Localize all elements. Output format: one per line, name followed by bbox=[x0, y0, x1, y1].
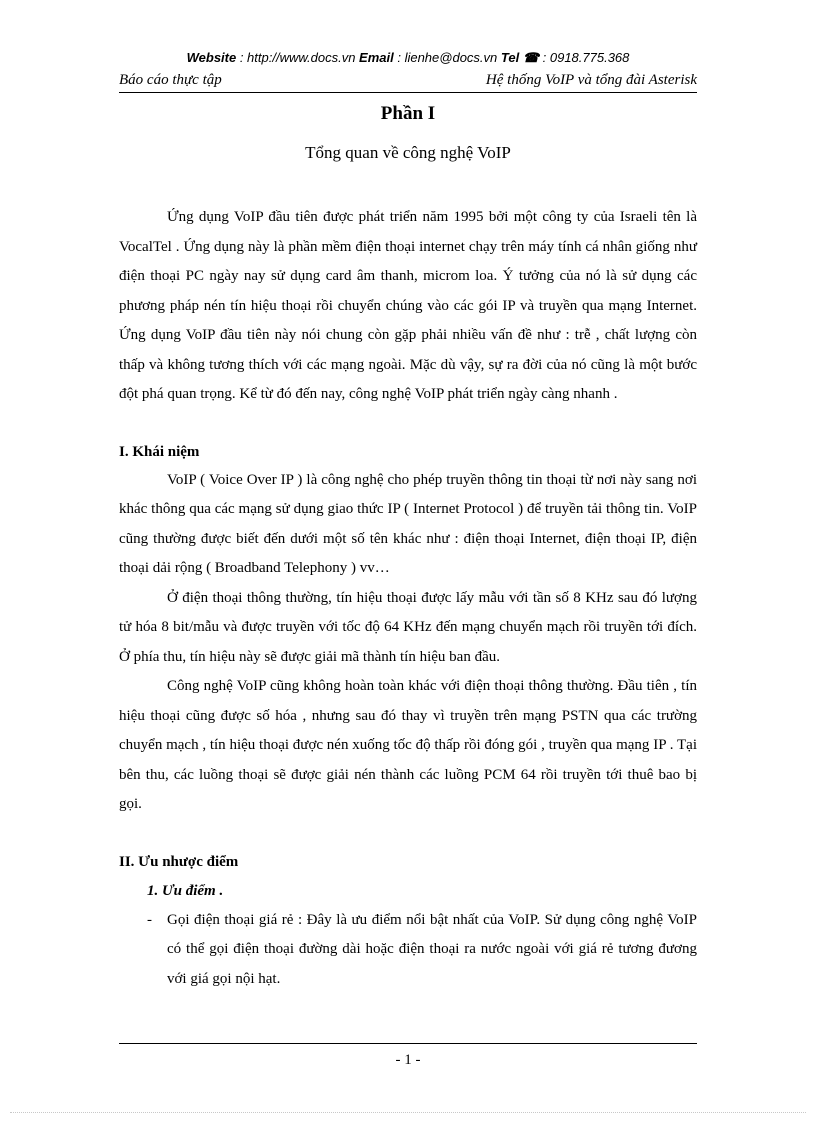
bullet-item bbox=[119, 906, 697, 995]
email-value[interactable]: : lienhe@docs.vn bbox=[393, 50, 501, 65]
page-number: - 1 - bbox=[395, 1052, 421, 1068]
website-label: Website bbox=[186, 50, 237, 65]
section1-paragraph: VoIP ( Voice Over IP ) là công nghệ cho phép truyền thông tin thoại từ nơi này sang nơi khác thông qua các mạng sử dụng giao thức IP ( Internet Protocol ) để truyền tải thông tin. VoIP cũng thường được biết đến dưới một số tên khác như : điện thoại Internet, điện thoại IP, điện thoại dải rộng ( Broadband Telephony ) vv… bbox=[119, 471, 697, 576]
section2-subheading: 1. Ưu điểm . bbox=[147, 882, 224, 899]
section1-paragraph: Ở điện thoại thông thường, tín hiệu thoại được lấy mẫu với tần số 8 KHz sau đó lượng tử hóa 8 bit/mẫu và được truyền với tốc độ 64 KHz đến mạng chuyển mạch rồi truyền tới đích. Ở phía thu, tín hiệu này sẽ được giải mã thành tín hiệu ban đầu. bbox=[119, 589, 697, 665]
header-right: Hệ thống VoIP và tổng đài Asterisk bbox=[485, 72, 697, 88]
intro-paragraph: Ứng dụng VoIP đầu tiên được phát triển năm 1995 bởi một công ty của Israeli tên là VocalTel . Ứng dụng này là phần mềm điện thoại internet chạy trên máy tính cá nhân giống như điện thoại PC ngày nay sử dụng card âm thanh, microm loa. Ý tưởng của nó là sử dụng các phương pháp nén tín hiệu thoại rồi chuyển chúng vào các gói IP và truyền qua mạng Internet. Ứng dụng VoIP đầu tiên này nói chung còn gặp phải nhiều vấn đề như : trễ , chất lượng còn thấp và không tương thích với các mạng ngoài. Mặc dù vậy, sự ra đời của nó cũng là một bước đột phá quan trọng. Kể từ đó đến nay, công nghệ VoIP phát triển ngày càng nhanh . bbox=[119, 209, 697, 402]
email-label: Email bbox=[359, 50, 394, 65]
tel-label: Tel bbox=[500, 50, 520, 65]
footer-divider bbox=[119, 1043, 697, 1044]
page-header bbox=[119, 72, 697, 93]
part-title: Phần I bbox=[380, 103, 436, 124]
website-value[interactable]: : http://www.docs.vn bbox=[236, 50, 360, 65]
section1-paragraph: Công nghệ VoIP cũng không hoàn toàn khác với điện thoại thông thường. Đầu tiên , tín hiệu thoại cũng được số hóa , nhưng sau đó thay vì truyền trên mạng PSTN qua các trường chuyển mạch , tín hiệu thoại được nén xuống tốc độ thấp rồi đóng gói , truyền qua mạng IP . Tại bên thu, các luồng thoại sẽ được giải nén thành các luồng PCM 64 rồi truyền tới thuê bao bị gọi. bbox=[119, 678, 697, 812]
tel-value: : 0918.775.368 bbox=[539, 50, 630, 65]
document-body bbox=[119, 203, 697, 994]
bullet-dash: - bbox=[147, 911, 152, 928]
section2-heading: II. Ưu nhược điểm bbox=[119, 853, 239, 870]
phone-icon: ☎ bbox=[522, 50, 540, 65]
header-left: Báo cáo thực tập bbox=[119, 72, 222, 88]
bullet-text: Gọi điện thoại giá rẻ : Đây là ưu điểm nổi bật nhất của VoIP. Sử dụng công nghệ VoIP có thể gọi điện thoại đường dài hoặc điện thoại ra nước ngoài với giá rẻ tương đương với giá gọi nội hạt. bbox=[167, 911, 697, 987]
chapter-subtitle: Tổng quan về công nghệ VoIP bbox=[305, 143, 511, 162]
website-banner bbox=[0, 50, 816, 66]
section1-heading: I. Khái niệm bbox=[119, 443, 200, 460]
page-edge-dotted-line bbox=[10, 1112, 806, 1113]
